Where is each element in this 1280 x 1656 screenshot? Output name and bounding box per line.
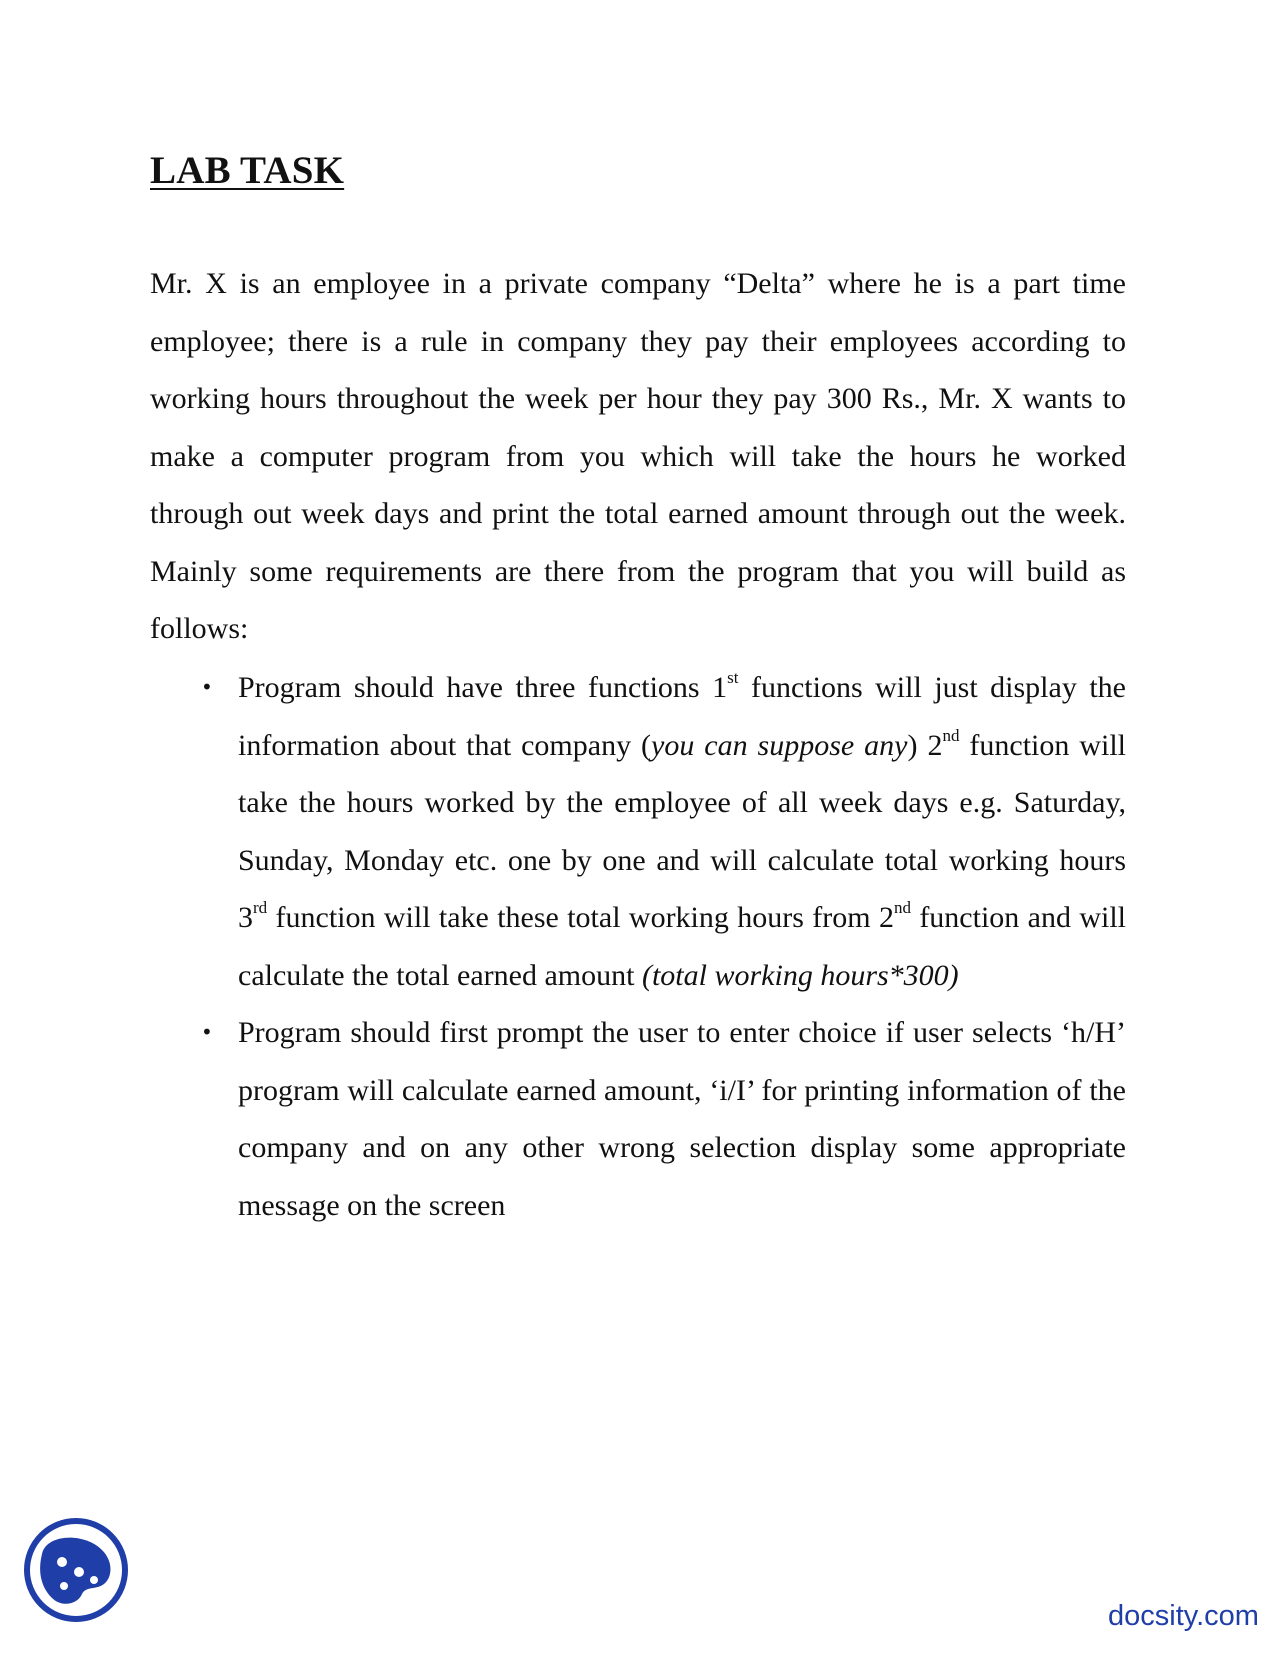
bullet-icon: •	[201, 1020, 213, 1044]
logo-dot	[90, 1576, 98, 1584]
requirement-text: function will take these total working hours from 2	[267, 901, 894, 934]
ordinal-suffix: st	[727, 668, 739, 687]
list-item	[150, 1004, 1126, 1234]
logo-dot	[60, 1582, 68, 1590]
requirement-text: function and will calculate the total earned amount	[238, 901, 1126, 992]
logo-dot	[74, 1567, 84, 1577]
docsity-logo-icon[interactable]	[22, 1516, 130, 1624]
italic-formula: (total working hours*300)	[641, 958, 959, 992]
ordinal-suffix: nd	[942, 725, 960, 745]
requirement-text: functions will just display the information about that company (	[238, 671, 1126, 762]
italic-note: you can suppose any	[651, 728, 908, 762]
ordinal-suffix: nd	[893, 898, 911, 917]
intro-paragraph: Mr. X is an employee in a private company “Delta” where he is a part time employee; there is a rule in company they pay their employees according to working hours throughout the week per hour they pay 300 Rs., Mr. X wants to make a computer program from you which will take the hours he worked through out week days and print the total earned amount through out the week. Mainly some requirements are there from the program that you will build as follows:	[150, 267, 1126, 645]
docsity-link[interactable]: docsity.com	[1108, 1600, 1259, 1632]
requirement-text: function will take the hours worked by the employee of all week days e.g. Saturday, Sunday, Monday etc. one by one and will calculate total working hours 3	[238, 728, 1126, 934]
bullet-icon: •	[201, 675, 213, 699]
logo-dot	[57, 1557, 67, 1567]
list-item	[150, 659, 1126, 1004]
requirement-text: Program should have three functions 1	[238, 671, 728, 704]
requirements-list	[150, 659, 1126, 1234]
page-title: LAB TASK	[150, 149, 345, 192]
requirement-text: ) 2	[907, 728, 943, 762]
ordinal-suffix: rd	[253, 898, 268, 917]
requirement-text: Program should first prompt the user to enter choice if user selects ‘h/H’ program will calculate earned amount, ‘i/I’ for printing information of the company and on any other wrong selection display some appropriate message on the screen	[238, 1016, 1126, 1222]
